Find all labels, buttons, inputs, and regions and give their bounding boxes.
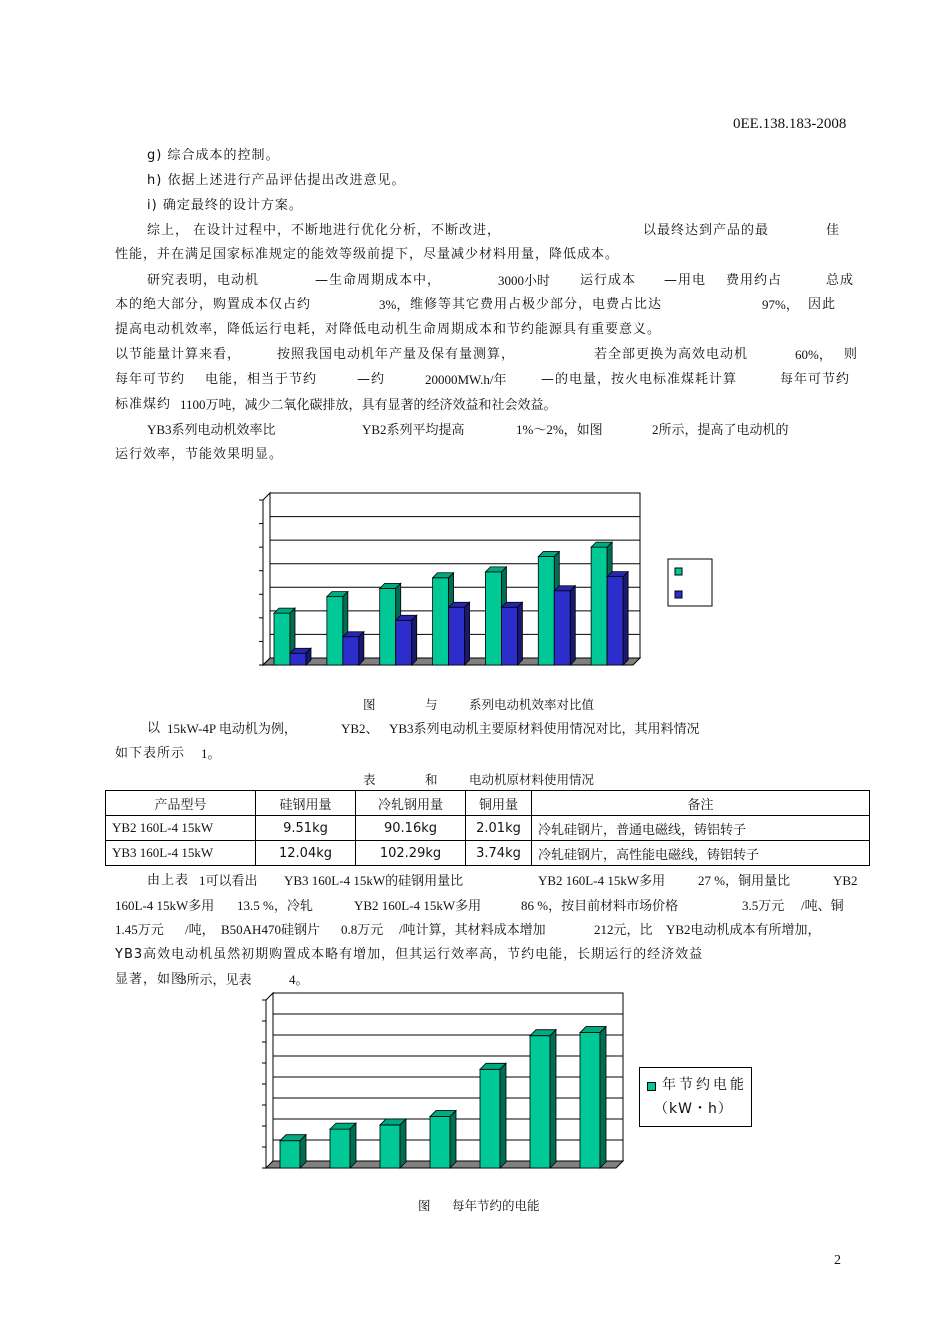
para6-line1a: 由上表: [147, 873, 190, 888]
para2-line2c: 维修等其它费用占极少部分，电费占比达: [410, 297, 663, 312]
para6-line3b: /吨，: [185, 922, 215, 937]
para3-line2a: 每年可节约: [115, 372, 186, 387]
legend-swatch: [675, 568, 682, 575]
table-cell: 9.51kg: [256, 816, 356, 841]
chart-bar: [591, 547, 607, 665]
para6-line1f: YB2: [833, 873, 858, 888]
para6-line5b: 3所示，见表: [180, 972, 252, 987]
para3-line1b: 按照我国电动机年产量及保有量测算，: [277, 347, 516, 362]
chart-bar: [538, 557, 554, 665]
para3-line2d: 20000MW.h/年: [425, 372, 507, 387]
chart-bar: [430, 1117, 450, 1168]
para4-line2: 运行效率，节能效果明显。: [115, 447, 284, 462]
figure3-caption-b: 每年节约的电能: [452, 1198, 540, 1213]
para3-line1a: 以节能量计算来看，: [115, 347, 242, 362]
chart-side-wall: [266, 993, 273, 1168]
chart-bar: [290, 653, 306, 665]
para2-line1d: 运行成本: [580, 273, 637, 288]
para2-line2a: 本的绝大部分，购置成本仅占约: [115, 297, 312, 312]
para5-line1c: YB2、: [341, 721, 379, 736]
figure2-caption-a: 图: [363, 697, 376, 712]
chart-bar: [580, 1033, 600, 1168]
list-text: 综合成本的控制。: [167, 148, 280, 163]
chart-bar-side: [465, 602, 470, 665]
para3-line3b: 1100万吨，减少二氧化碳排放，具有显著的经济效益和社会效益。: [180, 397, 557, 412]
chart-bar-side: [359, 632, 364, 665]
para2-line1a: 研究表明，电动机: [147, 273, 260, 288]
para2-line2d: 97%，: [762, 297, 799, 312]
chart-bar-side: [500, 1063, 506, 1168]
para4-line1a: YB3系列电动机效率比: [147, 422, 276, 437]
para3-line2e: —的电量，按火电标准煤耗计算: [541, 372, 738, 387]
para2-line1b: —生命周期成本中，: [315, 273, 442, 288]
para6-line1e: 27 %，铜用量比: [698, 873, 791, 888]
para6-line3g: YB2电动机成本有所增加，: [666, 922, 821, 937]
para3-line1c: 若全部更换为高效电动机: [594, 347, 749, 362]
chart-bar: [501, 607, 517, 665]
list-item-i: [147, 198, 303, 214]
chart-bar: [327, 597, 343, 665]
table-header: 产品型号: [106, 791, 256, 816]
table-header: 铜用量: [466, 791, 532, 816]
para2-line2b: 3%，: [379, 297, 410, 312]
table-cell: 102.29kg: [356, 841, 466, 866]
para6-line2c: YB2 160L-4 15kW多用: [354, 898, 482, 913]
para1-line1d: 佳: [826, 223, 841, 238]
table-cell: 12.04kg: [256, 841, 356, 866]
para6-line2e: 3.5万元: [742, 898, 785, 913]
para6-line1d: YB2 160L-4 15kW多用: [538, 873, 666, 888]
chart-bar-side: [300, 1135, 306, 1168]
chart-bar: [280, 1141, 300, 1168]
figure2-caption-b: 与: [425, 697, 438, 712]
chart-bar-side: [623, 572, 628, 665]
table-header: 硅钢用量: [256, 791, 356, 816]
para6-line4: YB3高效电动机虽然初期购置成本略有增加，但其运行效率高，节约电能，长期运行的经济效益: [115, 947, 704, 962]
chart-bar-side: [517, 602, 522, 665]
para5-line1a: 以: [147, 721, 162, 736]
chart-bar: [343, 637, 359, 665]
table-cell: 2.01kg: [466, 816, 532, 841]
chart-bar: [380, 1125, 400, 1168]
chart-bar-side: [412, 615, 417, 665]
table-row: [106, 841, 870, 866]
figure2-caption-c: 系列电动机效率对比值: [469, 697, 595, 712]
list-item-h: [147, 173, 405, 189]
table-header: 备注: [532, 791, 870, 816]
chart-bar: [380, 588, 396, 665]
table1-caption-c: 电动机原材料使用情况: [469, 772, 595, 787]
legend-label-line2: （kW・h）: [654, 1101, 733, 1117]
chart-bar: [530, 1036, 550, 1168]
table-cell: 3.74kg: [466, 841, 532, 866]
para5-line1b: 15kW-4P 电动机为例，: [167, 721, 297, 736]
para6-line1c: YB3 160L-4 15kW的硅钢用量比: [284, 873, 464, 888]
chart-bar-side: [350, 1123, 356, 1168]
list-text: 确定最终的设计方案。: [162, 198, 303, 213]
para2-line1e: —用电: [664, 273, 707, 288]
para6-line3f: 212元，比: [594, 922, 653, 937]
list-letter: g): [147, 148, 163, 163]
para1-line1c: 以最终达到产品的最: [643, 223, 770, 238]
chart-bar: [554, 591, 570, 665]
para6-line5a: 显著，如图: [115, 972, 186, 987]
efficiency-comparison-chart: [255, 470, 725, 675]
list-item-g: [147, 148, 279, 164]
para3-line2f: 每年可节约: [780, 372, 851, 387]
chart-bar: [449, 607, 465, 665]
chart2-legend: [639, 1067, 752, 1127]
para2-line1f: 费用约占: [726, 273, 783, 288]
list-letter: h): [147, 173, 163, 188]
chart-bar-side: [600, 1027, 606, 1168]
para4-line1c: 1%～2%，如图: [516, 422, 603, 437]
list-letter: i): [147, 198, 158, 213]
chart-bar-side: [570, 586, 575, 665]
chart-bar: [485, 572, 501, 665]
para5-line2a: 如下表所示: [115, 746, 186, 761]
para5-line2b: 1。: [201, 746, 221, 761]
para2-line2e: 因此: [808, 297, 837, 312]
para3-line2c: —约: [357, 372, 386, 387]
para6-line1b: 1可以看出: [199, 873, 258, 888]
chart1-legend: [668, 559, 712, 606]
para6-line3a: 1.45万元: [115, 922, 164, 937]
chart-bar-side: [400, 1119, 406, 1168]
para6-line3c: B50AH470硅钢片: [221, 922, 320, 937]
legend-label-line1: 年节约电能: [662, 1077, 747, 1093]
table-cell: 冷轧硅钢片，普通电磁线，铸铝转子: [532, 816, 870, 841]
para6-line2f: /吨、铜: [801, 898, 844, 913]
chart-bar: [396, 620, 412, 665]
chart-bar-side: [550, 1030, 556, 1168]
chart-bar: [274, 613, 290, 665]
para1-line1b: 在设计过程中，不断地进行优化分析，不断改进，: [193, 223, 502, 238]
para6-line3e: /吨计算，其材料成本增加: [399, 922, 546, 937]
para2-line1c: 3000小时: [498, 273, 551, 288]
chart-bar-side: [450, 1111, 456, 1168]
legend-swatch: [675, 591, 682, 598]
table-row: [106, 816, 870, 841]
chart-bar: [480, 1069, 500, 1168]
para6-line2d: 86 %，按目前材料市场价格: [521, 898, 679, 913]
table-cell: YB2 160L-4 15kW: [106, 816, 256, 841]
table-header: 冷轧钢用量: [356, 791, 466, 816]
para5-line1d: YB3系列电动机主要原材料使用情况对比，其用料情况: [389, 721, 700, 736]
figure3-caption-a: 图: [418, 1198, 431, 1213]
para3-line1d: 60%，: [795, 347, 832, 362]
chart-bar: [330, 1129, 350, 1168]
document-number: 0EE.138.183-2008: [733, 116, 847, 132]
para3-line2b: 电能，相当于节约: [205, 372, 318, 387]
para1-line1a: 综上，: [147, 223, 190, 238]
chart-bar: [433, 578, 449, 665]
materials-table: [105, 790, 870, 866]
table-cell: 90.16kg: [356, 816, 466, 841]
para4-line1b: YB2系列平均提高: [362, 422, 465, 437]
table-cell: YB3 160L-4 15kW: [106, 841, 256, 866]
chart-side-wall: [263, 493, 270, 665]
table-cell: 冷轧硅钢片，高性能电磁线，铸铝转子: [532, 841, 870, 866]
para6-line2a: 160L-4 15kW多用: [115, 898, 215, 913]
table1-caption-b: 和: [425, 772, 438, 787]
para1-line2: 性能，并在满足国家标准规定的能效等级前提下，尽量减少材料用量，降低成本。: [115, 247, 620, 262]
table-header-row: [106, 791, 870, 816]
table1-caption-a: 表: [363, 772, 376, 787]
para2-line3: 提高电动机效率，降低运行电耗，对降低电动机生命周期成本和节约能源具有重要意义。: [115, 322, 662, 337]
para6-line5c: 4。: [289, 972, 309, 987]
para6-line2b: 13.5 %，冷轧: [237, 898, 313, 913]
chart-bar: [607, 577, 623, 665]
para4-line1d: 2所示，提高了电动机的: [652, 422, 789, 437]
para3-line1e: 则: [844, 347, 859, 362]
para2-line1g: 总成: [826, 273, 855, 288]
page-number: 2: [834, 1253, 841, 1268]
list-text: 依据上述进行产品评估提出改进意见。: [167, 173, 406, 188]
para6-line3d: 0.8万元: [341, 922, 384, 937]
legend-swatch: [647, 1082, 656, 1091]
para3-line3a: 标准煤约: [115, 397, 172, 412]
